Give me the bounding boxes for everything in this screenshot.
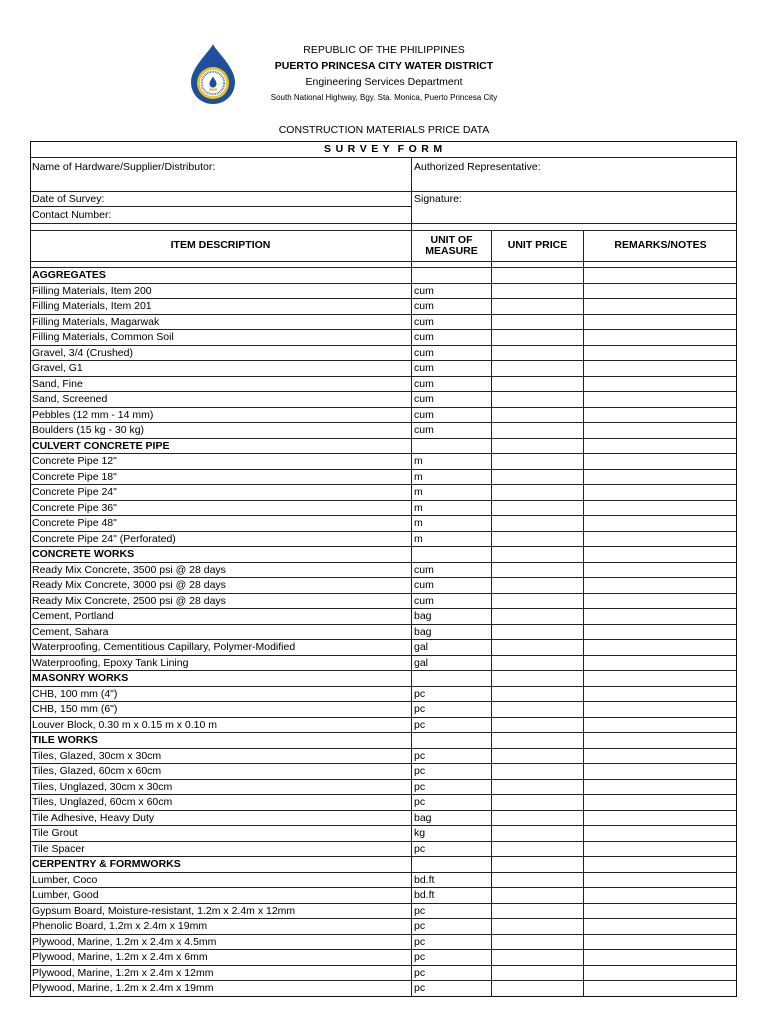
remarks-cell [584,733,737,748]
item-description: Concrete Pipe 24" [30,485,412,500]
item-description: Plywood, Marine, 1.2m x 2.4m x 4.5mm [30,935,412,950]
contact-number-field [30,207,412,224]
table-row [30,873,737,889]
table-row [30,392,737,408]
unit-price-cell [492,857,584,872]
item-description: Plywood, Marine, 1.2m x 2.4m x 6mm [30,950,412,965]
remarks-cell [584,392,737,407]
unit-price-cell [492,578,584,593]
authorized-representative-field [412,158,737,192]
item-unit: m [412,485,492,500]
item-unit: cum [412,346,492,361]
remarks-cell [584,687,737,702]
supplier-name-label: Name of Hardware/Supplier/Distributor: [32,161,216,173]
unit-price-cell [492,966,584,981]
item-description: Tile Adhesive, Heavy Duty [30,811,412,826]
remarks-cell [584,501,737,516]
item-description: Lumber, Good [30,888,412,903]
item-unit: pc [412,950,492,965]
item-unit: cum [412,315,492,330]
remarks-cell [584,749,737,764]
unit-price-cell [492,594,584,609]
remarks-cell [584,299,737,314]
remarks-cell [584,857,737,872]
remarks-cell [584,981,737,996]
item-description: Phenolic Board, 1.2m x 2.4m x 19mm [30,919,412,934]
unit-price-cell [492,842,584,857]
item-description: Tiles, Unglazed, 30cm x 30cm [30,780,412,795]
remarks-cell [584,594,737,609]
unit-price-cell [492,315,584,330]
table-row [30,749,737,765]
item-description: Concrete Pipe 48" [30,516,412,531]
unit-price-cell [492,935,584,950]
item-description: Concrete Pipe 24" (Perforated) [30,532,412,547]
item-description: Gravel, G1 [30,361,412,376]
table-row [30,454,737,470]
item-unit: m [412,470,492,485]
agency-address: South National Highway, Bgy. Sta. Monica, Puerto Princesa City [270,93,498,102]
item-unit: cum [412,377,492,392]
remarks-cell [584,377,737,392]
table-row [30,702,737,718]
remarks-cell [584,361,737,376]
table-row [30,780,737,796]
remarks-cell [584,330,737,345]
republic-heading: REPUBLIC OF THE PHILIPPINES [303,44,465,56]
item-unit: kg [412,826,492,841]
table-header-row [30,231,737,262]
item-description: Filling Materials, Common Soil [30,330,412,345]
unit-price-cell [492,702,584,717]
document-title: CONSTRUCTION MATERIALS PRICE DATA [278,124,490,136]
unit-price-cell [492,733,584,748]
remarks-cell [584,795,737,810]
item-unit: cum [412,423,492,438]
unit-cell [412,547,492,562]
item-description: Tiles, Unglazed, 60cm x 60cm [30,795,412,810]
table-row [30,532,737,548]
category-title: CERPENTRY & FORMWORKS [30,857,412,872]
item-unit: m [412,516,492,531]
column-header-unit-of-measure: UNIT OF MEASURE [412,231,492,262]
unit-price-cell [492,423,584,438]
table-row [30,950,737,966]
category-row [30,547,737,563]
item-unit: pc [412,718,492,733]
remarks-cell [584,547,737,562]
category-row [30,439,737,455]
remarks-cell [584,919,737,934]
item-unit: pc [412,702,492,717]
unit-price-cell [492,547,584,562]
table-row [30,330,737,346]
gap-cell-left [30,224,412,231]
category-row [30,857,737,873]
table-row [30,795,737,811]
item-description: Filling Materials, Magarwak [30,315,412,330]
unit-price-cell [492,904,584,919]
item-description: CHB, 150 mm (6") [30,702,412,717]
item-unit: pc [412,919,492,934]
item-description: Louver Block, 0.30 m x 0.15 m x 0.10 m [30,718,412,733]
remarks-cell [584,578,737,593]
date-of-survey-field [30,192,412,207]
unit-cell [412,857,492,872]
table-row [30,470,737,486]
item-description: Concrete Pipe 36" [30,501,412,516]
table-body [30,268,737,997]
unit-price-cell [492,470,584,485]
unit-price-cell [492,346,584,361]
agency-name: PUERTO PRINCESA CITY WATER DISTRICT [274,60,494,72]
item-unit: pc [412,780,492,795]
remarks-cell [584,284,737,299]
item-unit: cum [412,392,492,407]
item-unit: bag [412,811,492,826]
table-row [30,346,737,362]
table-row [30,919,737,935]
item-description: Filling Materials, Item 201 [30,299,412,314]
unit-price-cell [492,718,584,733]
remarks-cell [584,640,737,655]
item-unit: pc [412,904,492,919]
unit-price-cell [492,439,584,454]
item-unit: cum [412,578,492,593]
item-unit: cum [412,408,492,423]
remarks-cell [584,888,737,903]
table-row [30,361,737,377]
table-row [30,563,737,579]
remarks-cell [584,904,737,919]
remarks-cell [584,811,737,826]
unit-price-cell [492,795,584,810]
item-unit: bd.ft [412,873,492,888]
unit-cell [412,671,492,686]
department-name: Engineering Services Department [305,76,463,88]
unit-price-cell [492,532,584,547]
unit-price-cell [492,377,584,392]
column-header-unit-price: UNIT PRICE [492,231,584,262]
remarks-cell [584,966,737,981]
item-unit: pc [412,795,492,810]
table-row [30,408,737,424]
table-row [30,423,737,439]
item-description: Tiles, Glazed, 60cm x 60cm [30,764,412,779]
category-row [30,671,737,687]
logo-base-bar [209,89,217,91]
remarks-cell [584,671,737,686]
item-description: Boulders (15 kg - 30 kg) [30,423,412,438]
item-description: Pebbles (12 mm - 14 mm) [30,408,412,423]
remarks-cell [584,470,737,485]
remarks-cell [584,780,737,795]
remarks-cell [584,718,737,733]
table-row [30,981,737,997]
unit-price-cell [492,780,584,795]
category-title: AGGREGATES [30,268,412,283]
unit-cell [412,439,492,454]
unit-price-cell [492,640,584,655]
unit-price-cell [492,284,584,299]
unit-price-cell [492,563,584,578]
item-description: Lumber, Coco [30,873,412,888]
remarks-cell [584,764,737,779]
item-description: Sand, Screened [30,392,412,407]
unit-cell [412,733,492,748]
item-unit: cum [412,563,492,578]
unit-price-cell [492,625,584,640]
item-description: Filling Materials, Item 200 [30,284,412,299]
unit-price-cell [492,981,584,996]
remarks-cell [584,485,737,500]
table-row [30,377,737,393]
item-description: Waterproofing, Epoxy Tank Lining [30,656,412,671]
contact-number-label: Contact Number: [32,209,112,221]
table-row [30,888,737,904]
item-description: Waterproofing, Cementitious Capillary, Polymer-Modified [30,640,412,655]
category-row [30,733,737,749]
remarks-cell [584,935,737,950]
category-row [30,268,737,284]
unit-price-cell [492,516,584,531]
item-description: Concrete Pipe 18" [30,470,412,485]
unit-price-cell [492,299,584,314]
remarks-cell [584,268,737,283]
remarks-cell [584,315,737,330]
item-unit: m [412,454,492,469]
item-description: Gravel, 3/4 (Crushed) [30,346,412,361]
item-unit: pc [412,764,492,779]
unit-price-cell [492,811,584,826]
remarks-cell [584,516,737,531]
unit-price-cell [492,749,584,764]
column-header-item-description: ITEM DESCRIPTION [30,231,412,262]
item-unit: m [412,532,492,547]
table-row [30,687,737,703]
unit-price-cell [492,826,584,841]
item-description: Ready Mix Concrete, 3500 psi @ 28 days [30,563,412,578]
unit-price-cell [492,764,584,779]
item-description: Ready Mix Concrete, 3000 psi @ 28 days [30,578,412,593]
unit-price-cell [492,408,584,423]
item-unit: m [412,501,492,516]
table-row [30,842,737,858]
category-title: CULVERT CONCRETE PIPE [30,439,412,454]
table-row [30,516,737,532]
remarks-cell [584,532,737,547]
category-title: MASONRY WORKS [30,671,412,686]
remarks-cell [584,826,737,841]
item-description: Tile Grout [30,826,412,841]
table-row [30,315,737,331]
table-row [30,578,737,594]
category-title: TILE WORKS [30,733,412,748]
item-unit: pc [412,842,492,857]
item-unit: bd.ft [412,888,492,903]
unit-price-cell [492,485,584,500]
remarks-cell [584,625,737,640]
survey-form-title: S U R V E Y F O R M [30,141,737,158]
remarks-cell [584,950,737,965]
unit-price-cell [492,330,584,345]
table-row [30,299,737,315]
item-description: Tile Spacer [30,842,412,857]
item-description: Concrete Pipe 12" [30,454,412,469]
table-row [30,656,737,672]
item-unit: cum [412,299,492,314]
table-row [30,966,737,982]
unit-price-cell [492,919,584,934]
unit-price-cell [492,888,584,903]
signature-label: Signature: [414,193,462,205]
table-row [30,485,737,501]
item-description: Gypsum Board, Moisture-resistant, 1.2m x 2.4m x 12mm [30,904,412,919]
remarks-cell [584,656,737,671]
supplier-name-field [30,158,412,192]
unit-price-cell [492,873,584,888]
table-row [30,640,737,656]
item-description: Tiles, Glazed, 30cm x 30cm [30,749,412,764]
unit-price-cell [492,454,584,469]
table-row [30,718,737,734]
remarks-cell [584,842,737,857]
unit-price-cell [492,671,584,686]
remarks-cell [584,873,737,888]
remarks-cell [584,454,737,469]
remarks-cell [584,346,737,361]
table-row [30,625,737,641]
item-unit: cum [412,361,492,376]
remarks-cell [584,423,737,438]
unit-cell [412,268,492,283]
item-unit: cum [412,330,492,345]
remarks-cell [584,609,737,624]
unit-price-cell [492,361,584,376]
item-unit: pc [412,966,492,981]
item-description: CHB, 100 mm (4") [30,687,412,702]
table-row [30,904,737,920]
item-description: Ready Mix Concrete, 2500 psi @ 28 days [30,594,412,609]
unit-price-cell [492,268,584,283]
unit-price-cell [492,609,584,624]
table-row [30,284,737,300]
unit-price-cell [492,392,584,407]
table-row [30,594,737,610]
item-description: Sand, Fine [30,377,412,392]
item-unit: bag [412,609,492,624]
unit-price-cell [492,687,584,702]
item-unit: pc [412,981,492,996]
table-row [30,764,737,780]
item-unit: cum [412,594,492,609]
item-description: Plywood, Marine, 1.2m x 2.4m x 19mm [30,981,412,996]
remarks-cell [584,439,737,454]
category-title: CONCRETE WORKS [30,547,412,562]
item-description: Plywood, Marine, 1.2m x 2.4m x 12mm [30,966,412,981]
unit-price-cell [492,656,584,671]
remarks-cell [584,563,737,578]
item-description: Cement, Portland [30,609,412,624]
remarks-cell [584,408,737,423]
item-unit: gal [412,640,492,655]
signature-field [412,192,737,224]
authorized-representative-label: Authorized Representative: [414,161,541,173]
item-unit: pc [412,749,492,764]
remarks-cell [584,702,737,717]
item-unit: pc [412,935,492,950]
column-header-remarks: REMARKS/NOTES [584,231,737,262]
table-row [30,501,737,517]
date-of-survey-label: Date of Survey: [32,193,105,205]
table-row [30,826,737,842]
item-unit: bag [412,625,492,640]
item-description: Cement, Sahara [30,625,412,640]
item-unit: cum [412,284,492,299]
item-unit: pc [412,687,492,702]
gap-cell-right [412,224,737,231]
unit-price-cell [492,501,584,516]
table-row [30,935,737,951]
table-row [30,811,737,827]
unit-price-cell [492,950,584,965]
item-unit: gal [412,656,492,671]
table-row [30,609,737,625]
